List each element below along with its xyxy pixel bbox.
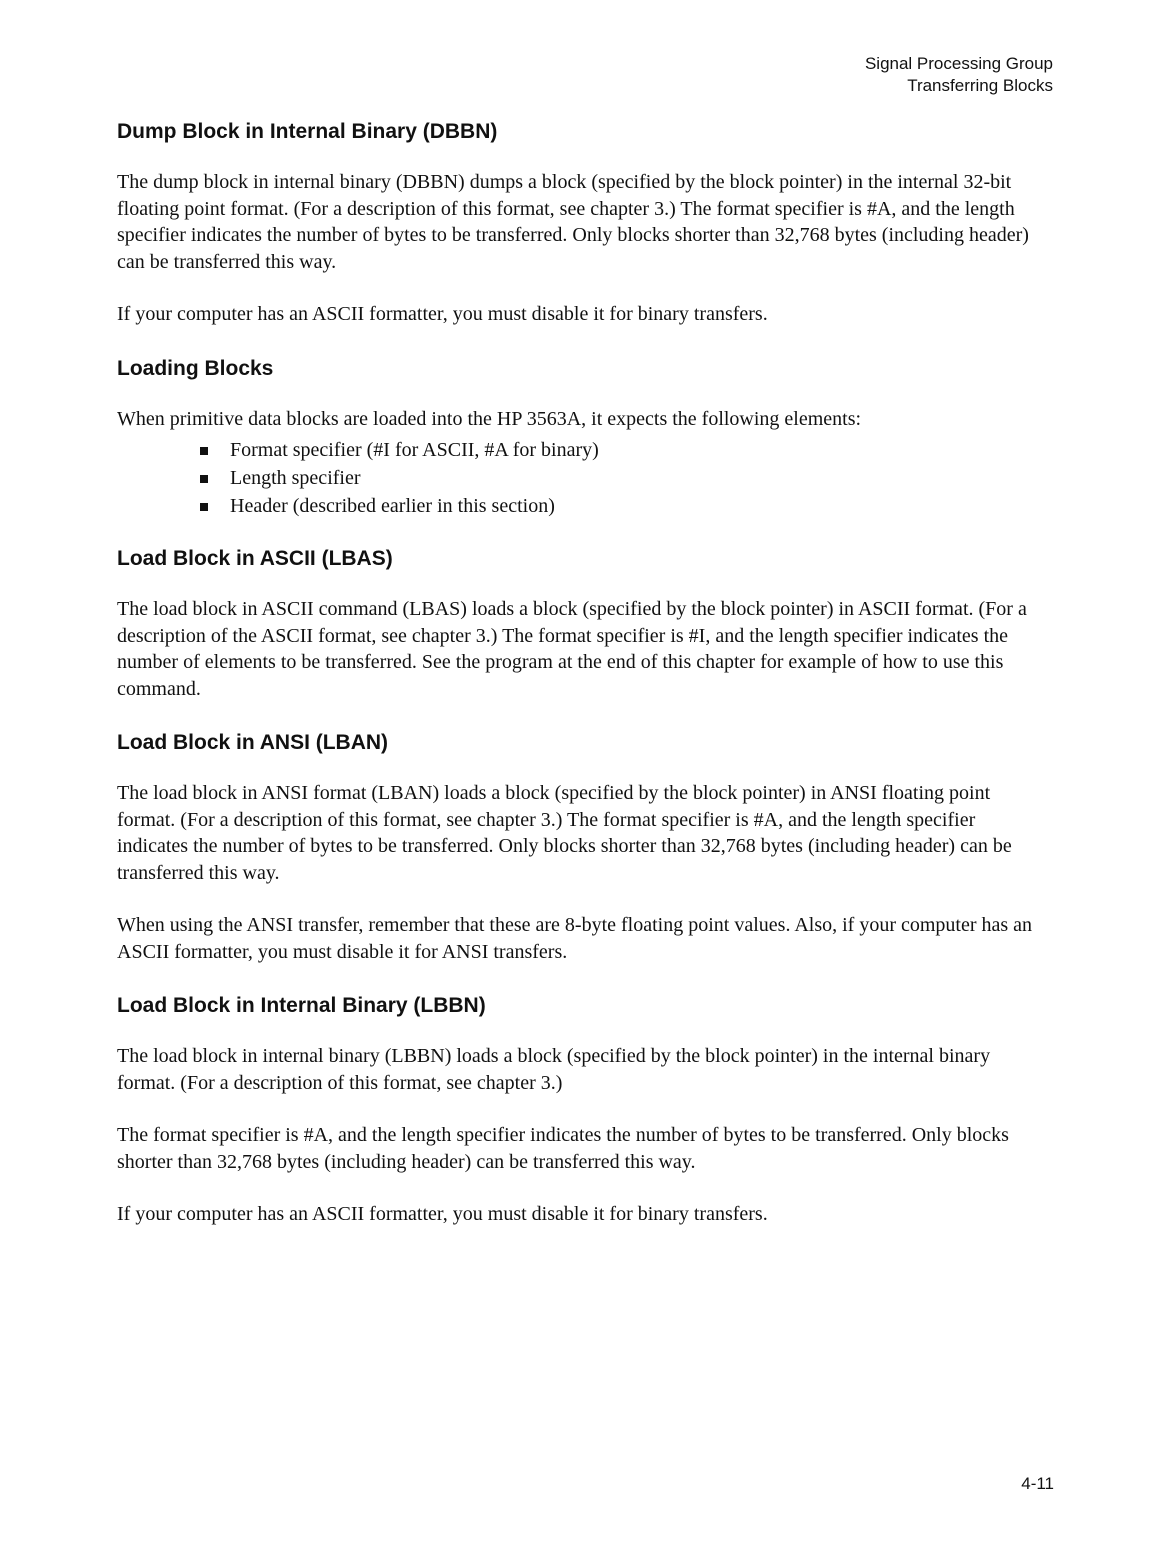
- paragraph: The load block in internal binary (LBBN) loads a block (specified by the block pointer) in the internal binary format. (For a description of this format, see chapter 3.): [117, 1045, 991, 1094]
- section-heading: Dump Block in Internal Binary (DBBN): [117, 120, 498, 143]
- paragraph: If your computer has an ASCII formatter, you must disable it for binary transfers.: [117, 303, 768, 325]
- bullet-square-icon: [200, 475, 208, 483]
- list-item: [200, 436, 1047, 464]
- list-item-text: Length specifier: [230, 467, 361, 489]
- paragraph: The format specifier is #A, and the length specifier indicates the number of bytes to be transferred. Only blocks shorter than 32,768 bytes (including header) can be transferred this way.: [117, 1124, 1009, 1173]
- list-item-text: Header (described earlier in this section): [230, 495, 555, 517]
- section-lbbn: [117, 991, 1047, 1228]
- header-group-title: Signal Processing Group: [864, 54, 1053, 73]
- section-dbbn: [117, 117, 1047, 328]
- page-content: [117, 117, 1047, 1254]
- section-lbas: [117, 544, 1047, 702]
- bullet-square-icon: [200, 447, 208, 455]
- section-lban: [117, 728, 1047, 965]
- list-item: [200, 492, 1047, 520]
- paragraph: The load block in ASCII command (LBAS) loads a block (specified by the block pointer) in ASCII format. (For a description of the ASCII format, see chapter 3.) The format specifier is #I, and the length specifier indicates the number of elements to be transferred. See the program at the end of this chapter for example of how to use this command.: [117, 598, 1027, 700]
- paragraph: The load block in ANSI format (LBAN) loads a block (specified by the block pointer) in ANSI floating point format. (For a description of this format, see chapter 3.) The format specifier is #A, and the length specifier indicates the number of bytes to be transferred. Only blocks shorter than 32,768 bytes (including header) can be transferred this way.: [117, 782, 1012, 884]
- section-loading-blocks: [117, 354, 1047, 521]
- header-section-title: Transferring Blocks: [907, 76, 1053, 95]
- list-item: [200, 464, 1047, 492]
- paragraph: If your computer has an ASCII formatter, you must disable it for binary transfers.: [117, 1203, 768, 1225]
- section-heading: Load Block in ASCII (LBAS): [117, 547, 393, 570]
- section-heading: Loading Blocks: [117, 356, 274, 380]
- section-heading: Load Block in Internal Binary (LBBN): [117, 994, 486, 1017]
- page-number: 4-11: [1021, 1474, 1054, 1493]
- running-header: [865, 53, 1053, 97]
- paragraph: When using the ANSI transfer, remember that these are 8-byte floating point values. Also, if your computer has an ASCII formatter, you must disable it for ANSI transfers.: [117, 914, 1033, 963]
- section-heading: Load Block in ANSI (LBAN): [117, 731, 389, 754]
- list-item-text: Format specifier (#I for ASCII, #A for binary): [230, 439, 599, 461]
- element-list: [117, 436, 1047, 520]
- paragraph: The dump block in internal binary (DBBN) dumps a block (specified by the block pointer) in the internal 32-bit floating point format. (For a description of this format, see chapter 3.) The format specifier is #A, and the length specifier indicates the number of bytes to be transferred. Only blocks shorter than 32,768 bytes (including header) can be transferred this way.: [117, 171, 1029, 273]
- bullet-square-icon: [200, 503, 208, 511]
- paragraph: When primitive data blocks are loaded into the HP 3563A, it expects the following elements:: [117, 407, 862, 430]
